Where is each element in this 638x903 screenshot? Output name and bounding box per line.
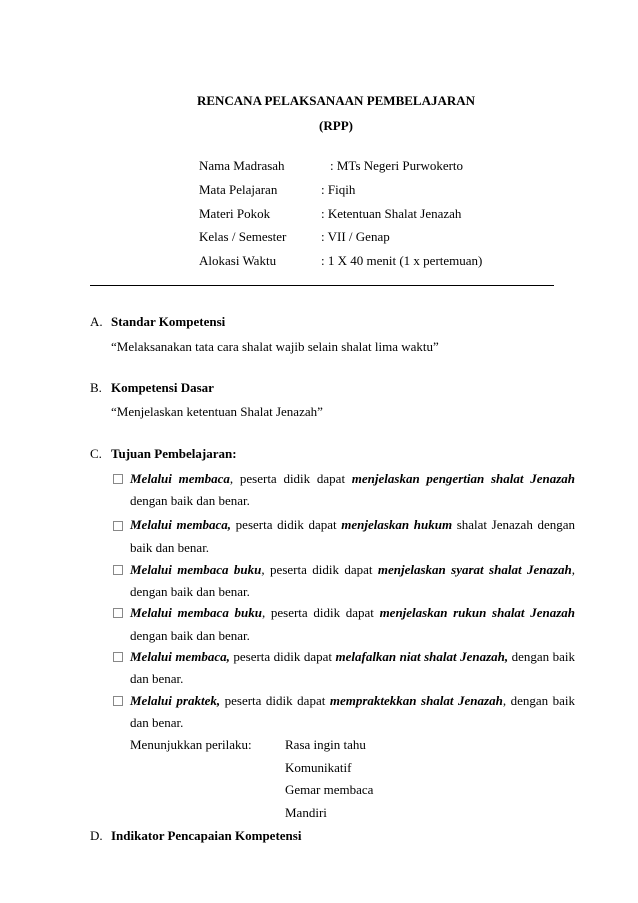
identity-value: : Ketentuan Shalat Jenazah xyxy=(321,206,462,221)
objective-method: Melalui membaca, xyxy=(130,649,230,664)
objective-method: Melalui praktek, xyxy=(130,693,221,708)
objective-method: Melalui membaca, xyxy=(130,517,232,532)
objective-end: dengan baik xyxy=(508,649,575,664)
objective-target: menjelaskan syarat shalat Jenazah xyxy=(377,562,572,577)
objective-method: Melalui membaca xyxy=(130,471,230,486)
behavior-label: Menunjukkan perilaku: xyxy=(130,737,252,752)
objective-method: Melalui membaca buku xyxy=(130,605,262,620)
identity-label: Mata Pelajaran xyxy=(199,182,278,197)
objective-continuation: baik dan benar. xyxy=(130,540,210,555)
objective-end: , xyxy=(571,562,575,577)
behavior-item: Komunikatif xyxy=(285,760,352,775)
checkbox-bullet-icon xyxy=(113,565,123,575)
objective-line xyxy=(130,693,575,708)
checkbox-bullet-icon xyxy=(113,652,123,662)
section-a-letter: A. xyxy=(90,314,103,329)
identity-label: Nama Madrasah xyxy=(199,158,285,173)
objective-line xyxy=(130,471,575,486)
objective-continuation: dengan baik dan benar. xyxy=(130,628,250,643)
checkbox-bullet-icon xyxy=(113,474,123,484)
objective-line xyxy=(130,517,575,532)
objective-mid: peserta didik dapat xyxy=(220,693,330,708)
objective-mid: peserta didik dapat xyxy=(229,649,336,664)
objective-continuation: dan benar. xyxy=(130,715,184,730)
header-divider xyxy=(90,285,554,286)
section-d-letter: D. xyxy=(90,828,103,843)
objective-target: menjelaskan hukum xyxy=(341,517,453,532)
behavior-item: Rasa ingin tahu xyxy=(285,737,366,752)
objective-continuation: dan benar. xyxy=(130,671,184,686)
section-c-title: Tujuan Pembelajaran: xyxy=(111,446,237,461)
identity-value: : 1 X 40 menit (1 x pertemuan) xyxy=(321,253,483,268)
objective-mid: , peserta didik dapat xyxy=(261,605,380,620)
identity-value: : MTs Negeri Purwokerto xyxy=(330,158,464,173)
behavior-item: Gemar membaca xyxy=(285,782,374,797)
section-a-title: Standar Kompetensi xyxy=(111,314,226,329)
section-c-letter: C. xyxy=(90,446,102,461)
objective-line xyxy=(130,605,575,620)
objective-line xyxy=(130,649,575,664)
objective-target: mempraktekkan shalat Jenazah xyxy=(329,693,503,708)
identity-label: Alokasi Waktu xyxy=(199,253,277,268)
behavior-item: Mandiri xyxy=(285,805,327,820)
document-subtitle: (RPP) xyxy=(319,118,353,133)
objective-continuation: dengan baik dan benar. xyxy=(130,493,250,508)
identity-value: : Fiqih xyxy=(321,182,356,197)
identity-label: Materi Pokok xyxy=(199,206,271,221)
objective-continuation: dengan baik dan benar. xyxy=(130,584,250,599)
checkbox-bullet-icon xyxy=(113,521,123,531)
objective-line xyxy=(130,562,575,577)
section-b-title: Kompetensi Dasar xyxy=(111,380,214,395)
objective-target: menjelaskan pengertian shalat Jenazah xyxy=(351,471,575,486)
objective-target: melafalkan niat shalat Jenazah, xyxy=(335,649,509,664)
objective-mid: peserta didik dapat xyxy=(231,517,342,532)
document-title: RENCANA PELAKSANAAN PEMBELAJARAN xyxy=(196,93,476,108)
objective-end: , dengan baik xyxy=(502,693,576,708)
objective-end: shalat Jenazah dengan xyxy=(452,517,575,532)
objective-mid: , peserta didik dapat xyxy=(229,471,352,486)
checkbox-bullet-icon xyxy=(113,608,123,618)
objective-mid: , peserta didik dapat xyxy=(261,562,378,577)
identity-label: Kelas / Semester xyxy=(199,229,287,244)
section-a-body: “Melaksanakan tata cara shalat wajib selain shalat lima waktu” xyxy=(111,339,439,354)
objective-target: menjelaskan rukun shalat Jenazah xyxy=(379,605,576,620)
objective-method: Melalui membaca buku xyxy=(130,562,262,577)
section-b-body: “Menjelaskan ketentuan Shalat Jenazah” xyxy=(111,404,323,419)
checkbox-bullet-icon xyxy=(113,696,123,706)
section-b-letter: B. xyxy=(90,380,102,395)
section-d-title: Indikator Pencapaian Kompetensi xyxy=(111,828,302,843)
identity-value: : VII / Genap xyxy=(321,229,390,244)
